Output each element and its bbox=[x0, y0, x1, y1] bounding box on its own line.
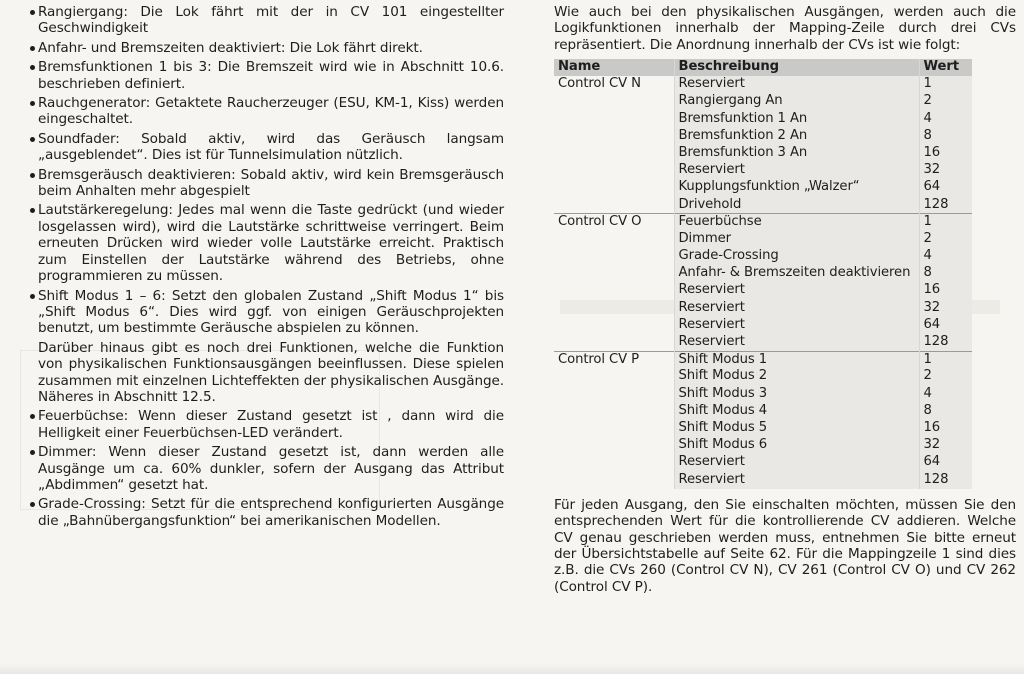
table-row bbox=[554, 214, 972, 231]
value-cell: 32 bbox=[919, 162, 972, 179]
value-cell: 8 bbox=[919, 128, 972, 145]
value-cell: 16 bbox=[919, 282, 972, 299]
description-cell: Bremsfunktion 3 An bbox=[674, 145, 919, 162]
description-cell: Reserviert bbox=[674, 282, 919, 299]
value-cell: 8 bbox=[919, 403, 972, 420]
value-cell: 1 bbox=[919, 351, 972, 368]
table-row bbox=[554, 454, 972, 471]
cv-name-cell bbox=[554, 197, 674, 214]
description-cell: Reserviert bbox=[674, 454, 919, 471]
description-cell: Rangiergang An bbox=[674, 93, 919, 110]
table-row bbox=[554, 111, 972, 128]
description-cell: Shift Modus 4 bbox=[674, 403, 919, 420]
table-row bbox=[554, 93, 972, 110]
bullet-item bbox=[10, 95, 504, 128]
bullet-dot-icon bbox=[30, 294, 35, 299]
cv-name-cell bbox=[554, 111, 674, 128]
header-value: Wert bbox=[919, 59, 972, 76]
value-cell: 2 bbox=[919, 93, 972, 110]
table-outro-paragraph: Für jeden Ausgang, den Sie einschalten möchten, müssen Sie den entsprechenden Wert für die kontrollierende CV addieren. Welche CV genau geschrieben werden muss, entnehmen Sie bitte erneut der Übersichtstabelle auf Seite 62. Für die Mappingzeile 1 sind dies z.B. die CVs 260 (Control CV N), CV 261 (Control CV O) und CV 262 (Control CV P). bbox=[554, 496, 1016, 595]
description-cell: Reserviert bbox=[674, 300, 919, 317]
table-row bbox=[554, 197, 972, 214]
cv-name-cell bbox=[554, 265, 674, 282]
bullet-text: Lautstärkeregelung: Jedes mal wenn die Taste gedrückt (und wieder losgelassen wird), wird die Lautstärke schrittweise verringert. Beim erneuten Drücken wird wieder volle Lautstärke erreicht. Praktisch zum Einstellen der Lautstärke während des Betriebs, ohne programmieren zu müssen. bbox=[38, 202, 504, 285]
header-name: Name bbox=[554, 59, 674, 76]
table-row bbox=[554, 386, 972, 403]
bullet-text: Soundfader: Sobald aktiv, wird das Geräusch langsam „ausgeblendet“. Dies ist für Tunnelsimulation nützlich. bbox=[38, 130, 504, 164]
left-column bbox=[10, 4, 504, 532]
bullet-text: Shift Modus 1 – 6: Setzt den globalen Zustand „Shift Modus 1“ bis „Shift Modus 6“. Dies wird ggf. von einigen Geräuschprojekten benutzt, um bestimmte Geräusche abspielen zu können. bbox=[38, 287, 504, 337]
table-body bbox=[554, 76, 972, 489]
bullet-item bbox=[10, 4, 504, 37]
value-cell: 2 bbox=[919, 231, 972, 248]
table-row bbox=[554, 231, 972, 248]
value-cell: 2 bbox=[919, 368, 972, 385]
bullet-text: Bremsgeräusch deaktivieren: Sobald aktiv, wird kein Bremsgeräusch beim Anhalten mehr abgespielt bbox=[38, 166, 504, 200]
description-cell: Feuerbüchse bbox=[674, 214, 919, 231]
description-cell: Bremsfunktion 2 An bbox=[674, 128, 919, 145]
table-row bbox=[554, 317, 972, 334]
description-cell: Shift Modus 3 bbox=[674, 386, 919, 403]
bullet-dot-icon bbox=[30, 101, 35, 106]
bullet-item bbox=[10, 40, 504, 56]
cv-name-cell: Control CV O bbox=[554, 214, 674, 231]
description-cell: Dimmer bbox=[674, 231, 919, 248]
value-cell: 4 bbox=[919, 111, 972, 128]
bullet-text: Feuerbüchse: Wenn dieser Zustand gesetzt ist , dann wird die Helligkeit einer Feuerbüchsen-LED verändert. bbox=[38, 408, 504, 441]
cv-name-cell bbox=[554, 317, 674, 334]
value-cell: 1 bbox=[919, 76, 972, 93]
table-header-row bbox=[554, 59, 972, 76]
value-cell: 32 bbox=[919, 437, 972, 454]
value-cell: 1 bbox=[919, 214, 972, 231]
body-paragraph: Darüber hinaus gibt es noch drei Funktionen, welche die Funktion von physikalischen Funktionsausgängen beeinflussen. Diese spielen zusammen mit einzelnen Lichteffekten der physikalischen Ausgänge. Näheres in Abschnitt 12.5. bbox=[38, 339, 504, 405]
cv-name-cell bbox=[554, 334, 674, 351]
value-cell: 128 bbox=[919, 472, 972, 489]
description-cell: Shift Modus 5 bbox=[674, 420, 919, 437]
cv-name-cell bbox=[554, 231, 674, 248]
table-row bbox=[554, 403, 972, 420]
table-row bbox=[554, 265, 972, 282]
cv-name-cell bbox=[554, 162, 674, 179]
value-cell: 32 bbox=[919, 300, 972, 317]
table-row bbox=[554, 282, 972, 299]
cv-name-cell: Control CV N bbox=[558, 76, 641, 92]
bullet-item bbox=[10, 288, 504, 337]
description-cell: Drivehold bbox=[674, 197, 919, 214]
description-cell: Shift Modus 2 bbox=[674, 368, 919, 385]
cv-name-cell bbox=[554, 93, 674, 110]
bullet-dot-icon bbox=[30, 137, 35, 142]
bullet-item bbox=[10, 59, 504, 92]
value-cell: 4 bbox=[919, 248, 972, 265]
cv-name-cell bbox=[554, 420, 674, 437]
description-cell: Shift Modus 6 bbox=[674, 437, 919, 454]
table-row bbox=[554, 472, 972, 489]
bullet-text: Bremsfunktionen 1 bis 3: Die Bremszeit wird wie in Abschnitt 10.6. beschrieben definiert. bbox=[38, 59, 504, 92]
cv-name-cell bbox=[554, 128, 674, 145]
table-row bbox=[554, 179, 972, 196]
cv-name-cell bbox=[554, 248, 674, 265]
description-cell: Reserviert bbox=[674, 334, 919, 351]
cv-name-cell bbox=[554, 472, 674, 489]
bullet-dot-icon bbox=[30, 46, 35, 51]
value-cell: 8 bbox=[919, 265, 972, 282]
cv-name-cell bbox=[554, 300, 674, 317]
description-cell: Reserviert bbox=[674, 472, 919, 489]
value-cell: 16 bbox=[919, 420, 972, 437]
table-row bbox=[554, 162, 972, 179]
value-cell: 64 bbox=[919, 179, 972, 196]
table-row bbox=[554, 368, 972, 385]
bullet-text: Rangiergang: Die Lok fährt mit der in CV 101 eingestellter Geschwindigkeit bbox=[38, 4, 504, 37]
control-cv-table bbox=[554, 59, 972, 489]
value-cell: 128 bbox=[919, 197, 972, 214]
description-cell: Shift Modus 1 bbox=[674, 351, 919, 368]
table-row bbox=[554, 334, 972, 351]
bullet-item bbox=[10, 131, 504, 164]
table-row bbox=[554, 351, 972, 368]
value-cell: 64 bbox=[919, 454, 972, 471]
bullet-item bbox=[10, 408, 504, 441]
description-cell: Reserviert bbox=[674, 76, 919, 93]
description-cell: Reserviert bbox=[674, 162, 919, 179]
description-cell: Grade-Crossing bbox=[674, 248, 919, 265]
page-edge-shadow bbox=[0, 664, 1024, 674]
bullet-item bbox=[10, 496, 504, 529]
bullet-text: Dimmer: Wenn dieser Zustand gesetzt ist, dann werden alle Ausgänge um ca. 60% dunkler, sofern der Ausgang das Attribut „Abdimmen“ gesetzt hat. bbox=[38, 444, 504, 493]
table-row bbox=[554, 76, 972, 93]
table-row bbox=[554, 437, 972, 454]
bullet-text: Rauchgenerator: Getaktete Raucherzeuger (ESU, KM-1, Kiss) werden eingeschaltet. bbox=[38, 95, 504, 128]
table-row bbox=[554, 248, 972, 265]
bullet-item bbox=[10, 167, 504, 200]
cv-name-cell bbox=[554, 403, 674, 420]
bullet-dot-icon bbox=[30, 10, 35, 15]
cv-name-cell bbox=[554, 282, 674, 299]
bullet-item bbox=[10, 444, 504, 493]
bullet-item bbox=[10, 202, 504, 284]
cv-name-cell: Control CV P bbox=[554, 351, 674, 368]
description-cell: Anfahr- & Bremszeiten deaktivieren bbox=[674, 265, 919, 282]
value-cell: 4 bbox=[919, 386, 972, 403]
table-row bbox=[554, 145, 972, 162]
bullet-text: Anfahr- und Bremszeiten deaktiviert: Die Lok fährt direkt. bbox=[38, 39, 423, 56]
value-cell: 16 bbox=[919, 145, 972, 162]
cv-name-cell bbox=[554, 179, 674, 196]
cv-name-cell bbox=[554, 437, 674, 454]
cv-name-cell bbox=[554, 145, 674, 162]
value-cell: 64 bbox=[919, 317, 972, 334]
description-cell: Reserviert bbox=[674, 317, 919, 334]
table-intro-paragraph: Wie auch bei den physikalischen Ausgängen, werden auch die Logikfunktionen innerhalb der Mapping-Zeile durch drei CVs repräsentiert. Die Anordnung innerhalb der CVs ist wie folgt: bbox=[554, 4, 1016, 53]
table-row bbox=[554, 420, 972, 437]
cv-name-cell bbox=[554, 368, 674, 385]
description-cell: Bremsfunktion 1 An bbox=[674, 111, 919, 128]
value-cell: 128 bbox=[919, 334, 972, 351]
description-cell: Kupplungsfunktion „Walzer“ bbox=[674, 179, 919, 196]
bullet-dot-icon bbox=[30, 173, 35, 178]
table-row bbox=[554, 300, 972, 317]
cv-name-cell bbox=[554, 454, 674, 471]
right-column bbox=[554, 4, 1016, 595]
header-description: Beschreibung bbox=[674, 59, 919, 76]
table-row bbox=[554, 128, 972, 145]
bullet-text: Grade-Crossing: Setzt für die entsprechend konfigurierten Ausgänge die „Bahnübergangsfunktion“ bei amerikanischen Modellen. bbox=[38, 496, 504, 529]
cv-name-cell bbox=[554, 386, 674, 403]
